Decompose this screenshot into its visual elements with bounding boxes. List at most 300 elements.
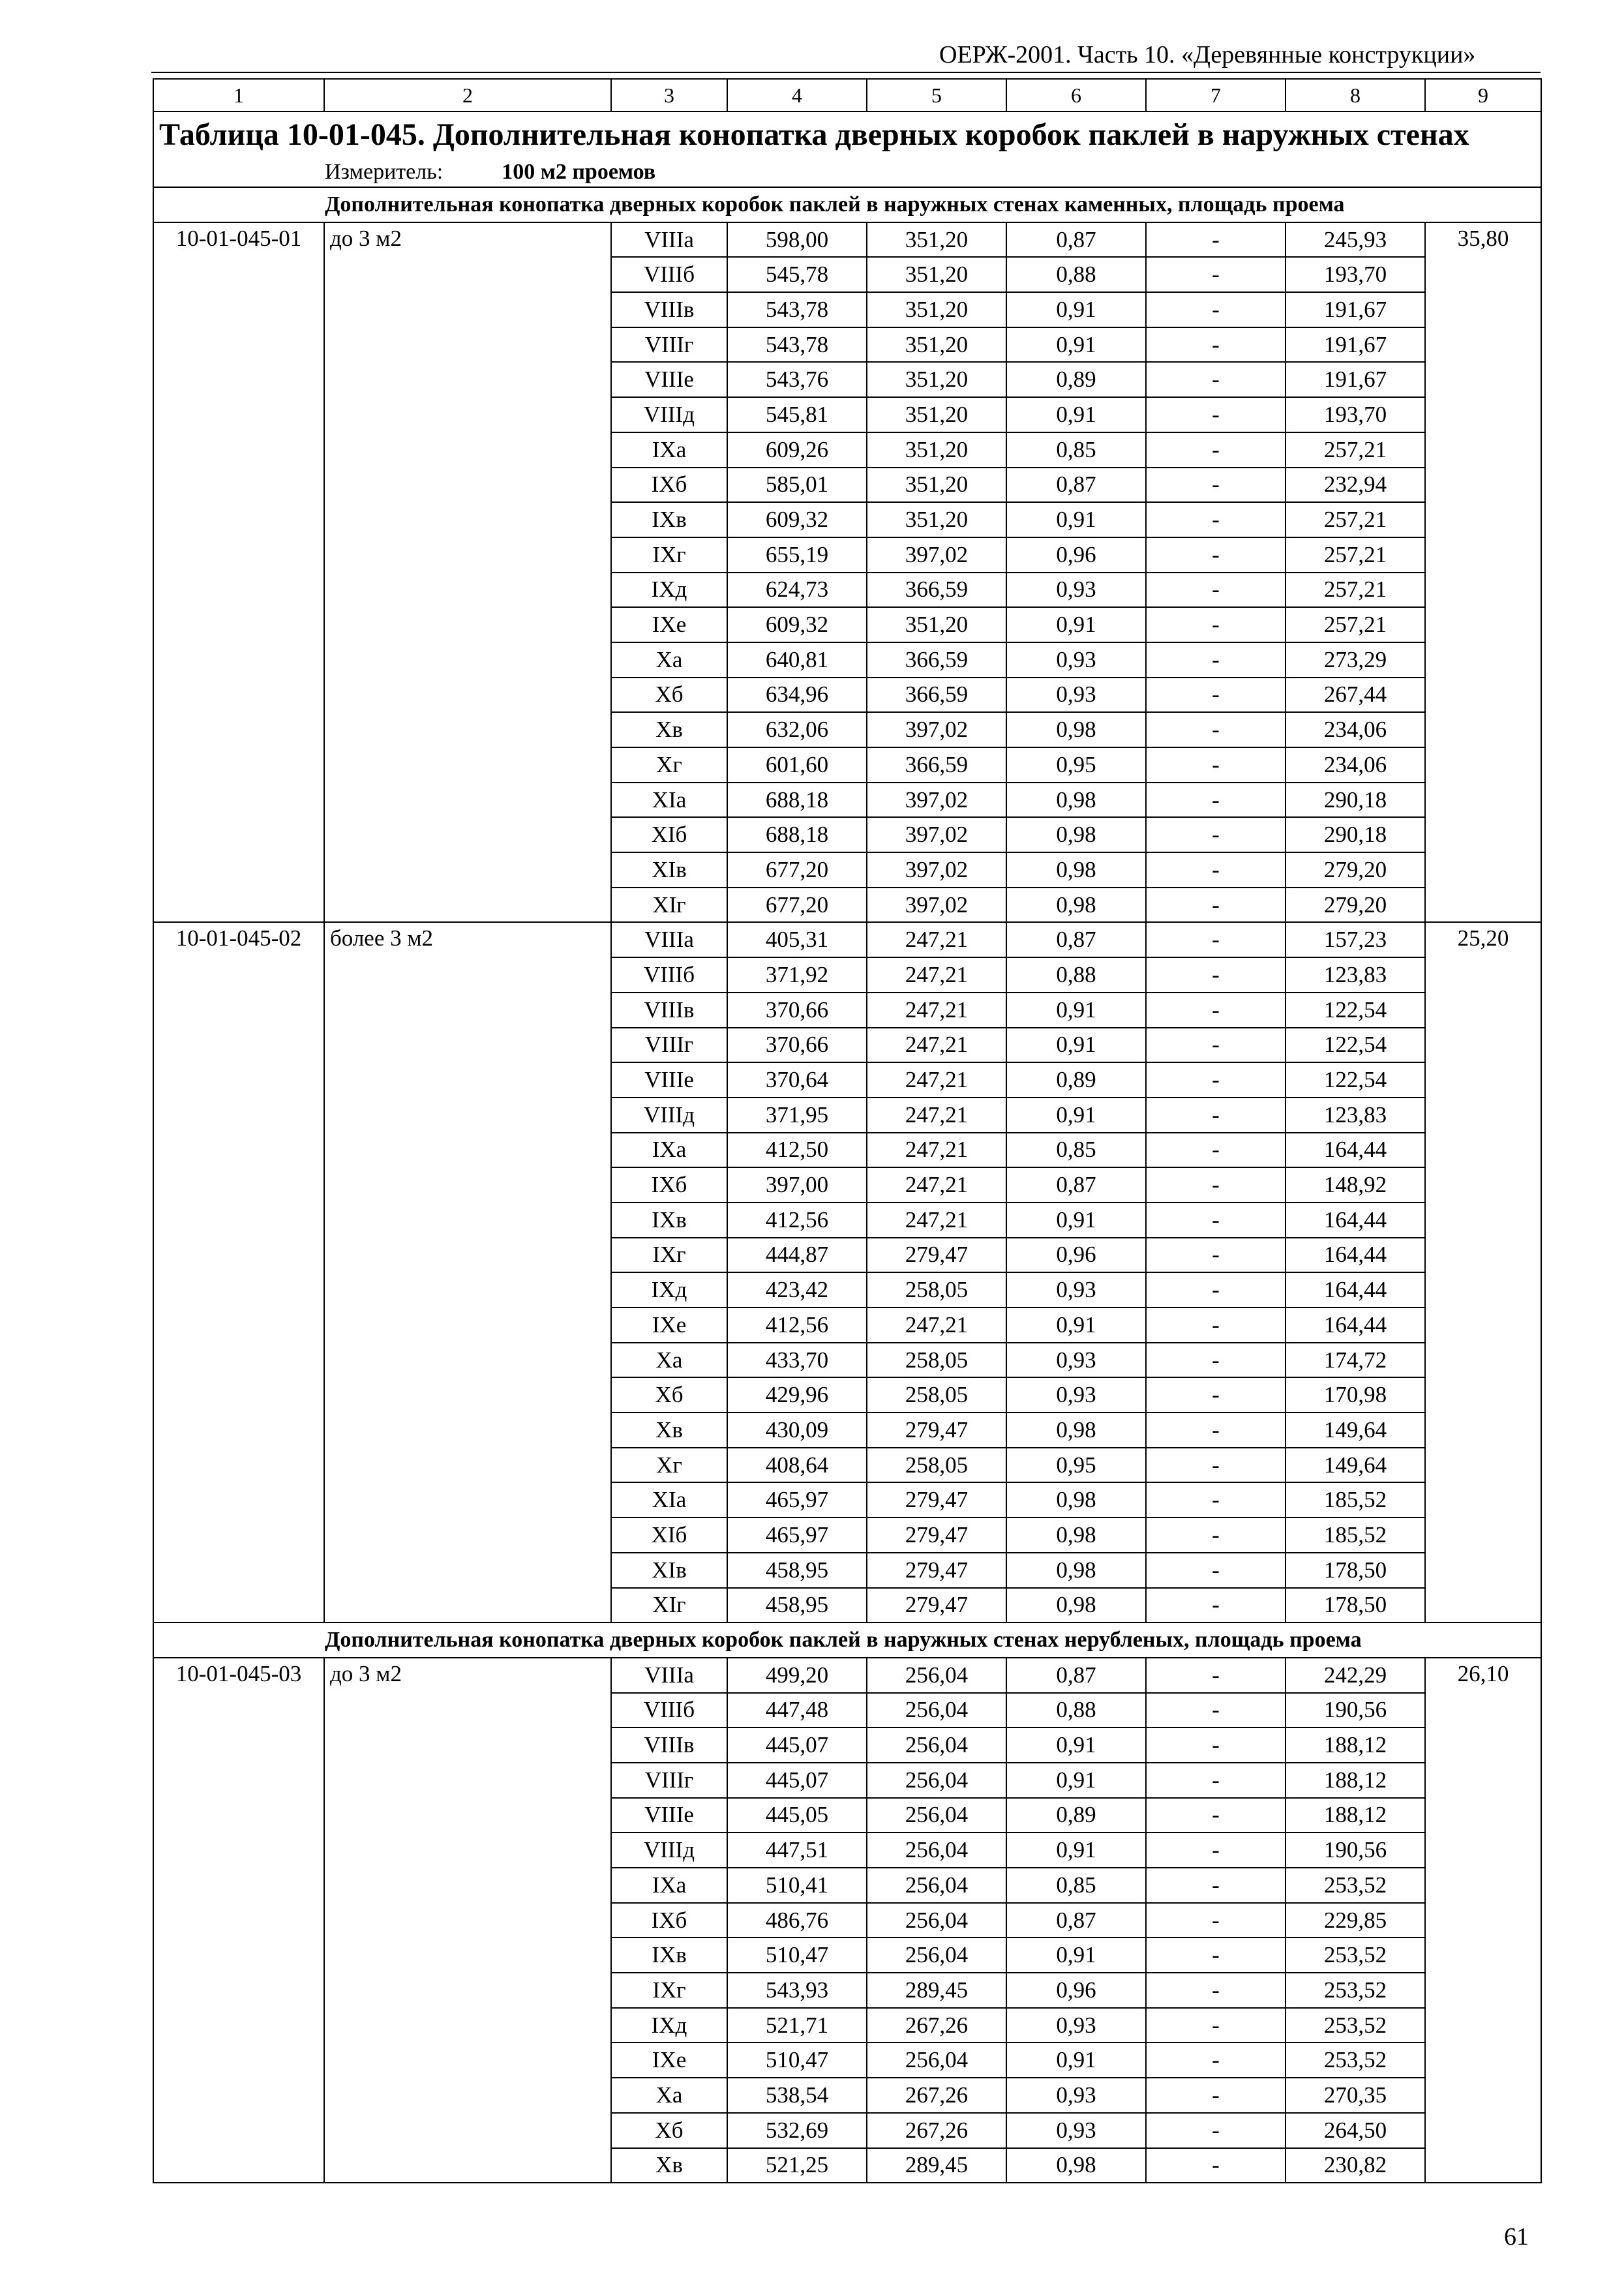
table-cell: - (1146, 537, 1286, 573)
table-cell: 521,25 (727, 2148, 867, 2183)
table-cell: - (1146, 1973, 1286, 2008)
table-cell: - (1146, 852, 1286, 888)
table-cell: IXе (611, 1308, 727, 1343)
table-cell: 191,67 (1286, 362, 1425, 397)
table-cell: 0,89 (1006, 1062, 1146, 1098)
table-cell: - (1146, 1553, 1286, 1588)
table-cell: 351,20 (867, 292, 1006, 327)
table-cell: - (1146, 432, 1286, 468)
table-cell: 149,64 (1286, 1413, 1425, 1448)
table-cell: - (1146, 1482, 1286, 1518)
table-cell: 247,21 (867, 1133, 1006, 1168)
table-cell: 371,92 (727, 957, 867, 993)
table-cell: 267,26 (867, 2008, 1006, 2043)
table-cell: 0,91 (1006, 1728, 1146, 1763)
table-cell: 397,02 (867, 712, 1006, 747)
table-cell: 157,23 (1286, 922, 1425, 957)
table-cell: Xв (611, 1413, 727, 1448)
table-cell: 444,87 (727, 1238, 867, 1273)
table-cell: 270,35 (1286, 2078, 1425, 2113)
table-cell: 279,20 (1286, 852, 1425, 888)
table-cell: 258,05 (867, 1272, 1006, 1308)
table-cell: 193,70 (1286, 257, 1425, 292)
table-cell: - (1146, 957, 1286, 993)
table-cell: 178,50 (1286, 1553, 1425, 1588)
table-cell: 185,52 (1286, 1518, 1425, 1553)
table-cell: 257,21 (1286, 607, 1425, 642)
measure-label: Измеритель: (325, 160, 444, 184)
table-cell: - (1146, 1903, 1286, 1938)
table-cell: 229,85 (1286, 1903, 1425, 1938)
table-cell: 624,73 (727, 573, 867, 608)
table-cell: - (1146, 2148, 1286, 2183)
section-heading-row (153, 187, 1541, 222)
table-cell: - (1146, 1377, 1286, 1413)
table-cell: VIIIд (611, 1833, 727, 1868)
table-cell: 598,00 (727, 222, 867, 258)
column-number: 8 (1286, 79, 1425, 112)
table-cell: Xб (611, 2113, 727, 2148)
table-cell: VIIIа (611, 222, 727, 258)
table-cell: 543,78 (727, 292, 867, 327)
table-cell: 458,95 (727, 1588, 867, 1623)
table-cell: - (1146, 993, 1286, 1028)
table-cell: 545,78 (727, 257, 867, 292)
table-cell: 370,64 (727, 1062, 867, 1098)
table-cell: 677,20 (727, 888, 867, 923)
table-cell: 0,93 (1006, 2078, 1146, 2113)
table-cell: Xа (611, 2078, 727, 2113)
table-cell: 366,59 (867, 678, 1006, 713)
table-cell: 408,64 (727, 1448, 867, 1483)
table-cell: 290,18 (1286, 783, 1425, 818)
table-cell: 267,26 (867, 2078, 1006, 2113)
table-cell: - (1146, 1448, 1286, 1483)
table-cell: 256,04 (867, 1903, 1006, 1938)
table-cell: 532,69 (727, 2113, 867, 2148)
table-cell: VIIIе (611, 1798, 727, 1833)
rate-description: до 3 м2 (324, 1658, 611, 2183)
table-cell: 0,93 (1006, 573, 1146, 608)
table-cell: IXа (611, 432, 727, 468)
table-cell: 122,54 (1286, 993, 1425, 1028)
table-cell: - (1146, 397, 1286, 432)
table-cell: VIIIг (611, 327, 727, 363)
table-cell: IXг (611, 1973, 727, 2008)
table-cell: 510,47 (727, 1937, 867, 1973)
table-cell: VIIIе (611, 1062, 727, 1098)
table-cell: - (1146, 1693, 1286, 1728)
table-cell: 351,20 (867, 607, 1006, 642)
table-cell: 351,20 (867, 327, 1006, 363)
column-number: 6 (1006, 79, 1146, 112)
column-number: 7 (1146, 79, 1286, 112)
table-cell: 267,26 (867, 2113, 1006, 2148)
table-cell: 397,00 (727, 1167, 867, 1203)
table-cell: VIIIг (611, 1028, 727, 1063)
table-cell: 256,04 (867, 1833, 1006, 1868)
table-cell: 0,98 (1006, 1553, 1146, 1588)
table-cell: 465,97 (727, 1482, 867, 1518)
table-cell: 0,91 (1006, 1833, 1146, 1868)
table-cell: 279,47 (867, 1413, 1006, 1448)
table-cell: 256,04 (867, 1728, 1006, 1763)
table-cell: 0,98 (1006, 817, 1146, 852)
table-cell: 0,93 (1006, 2113, 1146, 2148)
table-cell: 279,47 (867, 1588, 1006, 1623)
table-cell: 0,88 (1006, 1693, 1146, 1728)
table-cell: 264,50 (1286, 2113, 1425, 2148)
table-cell: - (1146, 678, 1286, 713)
table-cell: - (1146, 2113, 1286, 2148)
table-cell: VIIIб (611, 1693, 727, 1728)
table-cell: 632,06 (727, 712, 867, 747)
table-row (153, 922, 1541, 957)
table-cell: 0,93 (1006, 1377, 1146, 1413)
table-cell: - (1146, 2078, 1286, 2113)
table-cell: 122,54 (1286, 1062, 1425, 1098)
document-header: ОЕРЖ-2001. Часть 10. «Деревянные конструкции» (939, 41, 1476, 68)
table-cell: IXе (611, 2042, 727, 2078)
table-cell: 445,07 (727, 1728, 867, 1763)
table-cell: 0,89 (1006, 362, 1146, 397)
measure-value: 100 м2 проемов (502, 160, 656, 184)
table-cell: - (1146, 1062, 1286, 1098)
table-cell: 0,87 (1006, 922, 1146, 957)
table-cell: - (1146, 502, 1286, 537)
table-cell: 188,12 (1286, 1728, 1425, 1763)
table-cell: 0,91 (1006, 1203, 1146, 1238)
table-cell: 191,67 (1286, 327, 1425, 363)
table-cell: IXд (611, 1272, 727, 1308)
table-cell: XIб (611, 817, 727, 852)
table-cell: 148,92 (1286, 1167, 1425, 1203)
table-cell: Xг (611, 1448, 727, 1483)
table-cell: - (1146, 817, 1286, 852)
table-cell: 257,21 (1286, 573, 1425, 608)
table-cell: 351,20 (867, 502, 1006, 537)
table-cell: 538,54 (727, 2078, 867, 2113)
table-cell: 149,64 (1286, 1448, 1425, 1483)
rate-code: 10-01-045-01 (153, 222, 324, 923)
column-9-value: 26,10 (1425, 1658, 1541, 2183)
table-cell: - (1146, 1763, 1286, 1798)
table-cell: 351,20 (867, 257, 1006, 292)
table-cell: 279,47 (867, 1518, 1006, 1553)
table-cell: 543,76 (727, 362, 867, 397)
table-cell: VIIIв (611, 993, 727, 1028)
table-cell: VIIIб (611, 957, 727, 993)
table-cell: IXд (611, 573, 727, 608)
table-cell: 458,95 (727, 1553, 867, 1588)
table-cell: 289,45 (867, 2148, 1006, 2183)
table-cell: 0,91 (1006, 502, 1146, 537)
table-cell: - (1146, 222, 1286, 258)
table-cell: Xв (611, 712, 727, 747)
table-cell: 397,02 (867, 537, 1006, 573)
table-cell: Xа (611, 1343, 727, 1378)
table-cell: 257,21 (1286, 432, 1425, 468)
table-cell: 0,91 (1006, 1308, 1146, 1343)
table-cell: 123,83 (1286, 957, 1425, 993)
table-cell: IXб (611, 1903, 727, 1938)
table-cell: 193,70 (1286, 397, 1425, 432)
page-number: 61 (1504, 2223, 1529, 2251)
table-cell: 0,87 (1006, 1903, 1146, 1938)
table-cell: - (1146, 922, 1286, 957)
table-cell: 366,59 (867, 573, 1006, 608)
table-cell: 247,21 (867, 1308, 1006, 1343)
table-cell: 267,44 (1286, 678, 1425, 713)
table-cell: - (1146, 1028, 1286, 1063)
table-cell: 247,21 (867, 1203, 1006, 1238)
table-cell: 256,04 (867, 1693, 1006, 1728)
table-cell: - (1146, 747, 1286, 783)
table-cell: Xа (611, 642, 727, 678)
table-cell: 245,93 (1286, 222, 1425, 258)
table-cell: - (1146, 712, 1286, 747)
table-cell: 0,85 (1006, 1868, 1146, 1903)
table-cell: Xб (611, 678, 727, 713)
table-cell: 0,95 (1006, 1448, 1146, 1483)
table-cell: 0,93 (1006, 1343, 1146, 1378)
table-cell: 465,97 (727, 1518, 867, 1553)
table-cell: 688,18 (727, 783, 867, 818)
table-cell: 256,04 (867, 1868, 1006, 1903)
table-cell: - (1146, 468, 1286, 503)
table-cell: 0,85 (1006, 432, 1146, 468)
table-cell: 0,98 (1006, 1588, 1146, 1623)
table-cell: Xб (611, 1377, 727, 1413)
column-number: 1 (153, 79, 324, 112)
table-cell: 351,20 (867, 397, 1006, 432)
table-cell: 170,98 (1286, 1377, 1425, 1413)
column-number: 4 (727, 79, 867, 112)
table-cell: 0,93 (1006, 2008, 1146, 2043)
table-cell: 0,93 (1006, 678, 1146, 713)
table-cell: 0,91 (1006, 292, 1146, 327)
table-cell: 0,96 (1006, 537, 1146, 573)
table-cell: 0,87 (1006, 468, 1146, 503)
table-cell: 445,05 (727, 1798, 867, 1833)
rates-table (153, 78, 1542, 2183)
table-cell: 174,72 (1286, 1343, 1425, 1378)
table-cell: 366,59 (867, 642, 1006, 678)
table-cell: XIг (611, 888, 727, 923)
table-cell: 0,91 (1006, 2042, 1146, 2078)
table-cell: 366,59 (867, 747, 1006, 783)
table-cell: 510,41 (727, 1868, 867, 1903)
table-cell: 0,91 (1006, 993, 1146, 1028)
table-cell: 230,82 (1286, 2148, 1425, 2183)
rate-description: более 3 м2 (324, 922, 611, 1623)
table-cell: VIIIа (611, 922, 727, 957)
table-cell: 0,93 (1006, 642, 1146, 678)
table-cell: XIа (611, 1482, 727, 1518)
table-cell: XIв (611, 1553, 727, 1588)
table-cell: 0,98 (1006, 1413, 1146, 1448)
table-cell: IXг (611, 537, 727, 573)
table-cell: - (1146, 292, 1286, 327)
table-cell: 289,45 (867, 1973, 1006, 2008)
table-cell: 655,19 (727, 537, 867, 573)
table-cell: 433,70 (727, 1343, 867, 1378)
table-cell: 258,05 (867, 1448, 1006, 1483)
table-cell: 688,18 (727, 817, 867, 852)
table-cell: 191,67 (1286, 292, 1425, 327)
table-cell: 0,93 (1006, 1272, 1146, 1308)
table-cell: 247,21 (867, 957, 1006, 993)
column-number: 9 (1425, 79, 1541, 112)
table-cell: - (1146, 327, 1286, 363)
column-9-value: 35,80 (1425, 222, 1541, 923)
table-cell: IXб (611, 468, 727, 503)
table-cell: 370,66 (727, 1028, 867, 1063)
table-cell: - (1146, 607, 1286, 642)
table-cell: - (1146, 1343, 1286, 1378)
table-cell: - (1146, 1098, 1286, 1133)
table-cell: 521,71 (727, 2008, 867, 2043)
table-cell: 256,04 (867, 1763, 1006, 1798)
table-cell: VIIIд (611, 397, 727, 432)
table-cell: 397,02 (867, 852, 1006, 888)
table-cell: - (1146, 257, 1286, 292)
table-cell: - (1146, 1937, 1286, 1973)
table-cell: 412,56 (727, 1203, 867, 1238)
rate-code: 10-01-045-03 (153, 1658, 324, 2183)
table-cell: 0,96 (1006, 1238, 1146, 1273)
table-cell: 190,56 (1286, 1833, 1425, 1868)
table-cell: XIв (611, 852, 727, 888)
table-cell: IXг (611, 1238, 727, 1273)
table-cell: Xг (611, 747, 727, 783)
table-cell: 234,06 (1286, 747, 1425, 783)
table-cell: 447,48 (727, 1693, 867, 1728)
table-cell: 677,20 (727, 852, 867, 888)
table-cell: - (1146, 888, 1286, 923)
table-cell: - (1146, 1272, 1286, 1308)
table-cell: 447,51 (727, 1833, 867, 1868)
table-cell: 0,87 (1006, 1167, 1146, 1203)
table-cell: 242,29 (1286, 1658, 1425, 1693)
table-cell: - (1146, 1518, 1286, 1553)
table-row (153, 1658, 1541, 1693)
table-cell: XIб (611, 1518, 727, 1553)
table-cell: 499,20 (727, 1658, 867, 1693)
table-cell: 0,91 (1006, 1763, 1146, 1798)
table-cell: 256,04 (867, 2042, 1006, 2078)
table-cell: 256,04 (867, 1798, 1006, 1833)
table-cell: 486,76 (727, 1903, 867, 1938)
table-cell: 178,50 (1286, 1588, 1425, 1623)
table-cell: 247,21 (867, 1062, 1006, 1098)
table-cell: - (1146, 1413, 1286, 1448)
rate-description: до 3 м2 (324, 222, 611, 923)
table-cell: 397,02 (867, 888, 1006, 923)
table-cell: - (1146, 1658, 1286, 1693)
table-cell: - (1146, 1728, 1286, 1763)
table-cell: IXд (611, 2008, 727, 2043)
table-cell: 0,85 (1006, 1133, 1146, 1168)
table-cell: 585,01 (727, 468, 867, 503)
table-cell: 253,52 (1286, 2008, 1425, 2043)
table-cell: 122,54 (1286, 1028, 1425, 1063)
table-cell: 609,32 (727, 607, 867, 642)
header-rule (151, 72, 1541, 73)
table-cell: - (1146, 1798, 1286, 1833)
table-cell: 397,02 (867, 817, 1006, 852)
table-cell: - (1146, 1308, 1286, 1343)
table-cell: 0,98 (1006, 2148, 1146, 2183)
column-number: 2 (324, 79, 611, 112)
table-cell: - (1146, 1133, 1286, 1168)
table-cell: 164,44 (1286, 1308, 1425, 1343)
table-cell: 0,91 (1006, 607, 1146, 642)
table-cell: 0,98 (1006, 1482, 1146, 1518)
table-cell: IXб (611, 1167, 727, 1203)
table-cell: 397,02 (867, 783, 1006, 818)
table-cell: IXа (611, 1133, 727, 1168)
table-cell: 371,95 (727, 1098, 867, 1133)
table-cell: 247,21 (867, 1098, 1006, 1133)
table-cell: 351,20 (867, 362, 1006, 397)
column-number: 3 (611, 79, 727, 112)
table-cell: 247,21 (867, 922, 1006, 957)
table-cell: 0,98 (1006, 712, 1146, 747)
table-cell: - (1146, 573, 1286, 608)
table-cell: 0,88 (1006, 257, 1146, 292)
table-cell: 279,47 (867, 1482, 1006, 1518)
table-cell: 351,20 (867, 222, 1006, 258)
table-cell: 0,95 (1006, 747, 1146, 783)
table-cell: 634,96 (727, 678, 867, 713)
table-cell: 290,18 (1286, 817, 1425, 852)
table-cell: - (1146, 2008, 1286, 2043)
table-cell: 0,98 (1006, 888, 1146, 923)
table-cell: 351,20 (867, 468, 1006, 503)
table-row (153, 222, 1541, 258)
table-cell: 279,47 (867, 1553, 1006, 1588)
table-cell: 0,88 (1006, 957, 1146, 993)
table-cell: - (1146, 362, 1286, 397)
table-cell: - (1146, 642, 1286, 678)
table-cell: - (1146, 1868, 1286, 1903)
table-cell: 543,93 (727, 1973, 867, 2008)
table-cell: 412,56 (727, 1308, 867, 1343)
table-cell: 123,83 (1286, 1098, 1425, 1133)
column-number-row (153, 79, 1541, 112)
table-cell: 279,47 (867, 1238, 1006, 1273)
table-title: Таблица 10-01-045. Дополнительная конопатка дверных коробок паклей в наружных стенах (153, 112, 1541, 158)
table-cell: IXв (611, 502, 727, 537)
table-cell: 253,52 (1286, 1937, 1425, 1973)
measure-cell (153, 158, 1541, 187)
table-cell: VIIIе (611, 362, 727, 397)
table-cell: 253,52 (1286, 2042, 1425, 2078)
table-cell: 190,56 (1286, 1693, 1425, 1728)
table-cell: 258,05 (867, 1343, 1006, 1378)
table-cell: IXв (611, 1937, 727, 1973)
table-cell: 164,44 (1286, 1238, 1425, 1273)
table-cell: 164,44 (1286, 1133, 1425, 1168)
table-cell: 609,32 (727, 502, 867, 537)
table-cell: 164,44 (1286, 1272, 1425, 1308)
table-cell: 429,96 (727, 1377, 867, 1413)
table-cell: XIа (611, 783, 727, 818)
table-cell: 256,04 (867, 1658, 1006, 1693)
table-cell: 257,21 (1286, 502, 1425, 537)
table-cell: 232,94 (1286, 468, 1425, 503)
